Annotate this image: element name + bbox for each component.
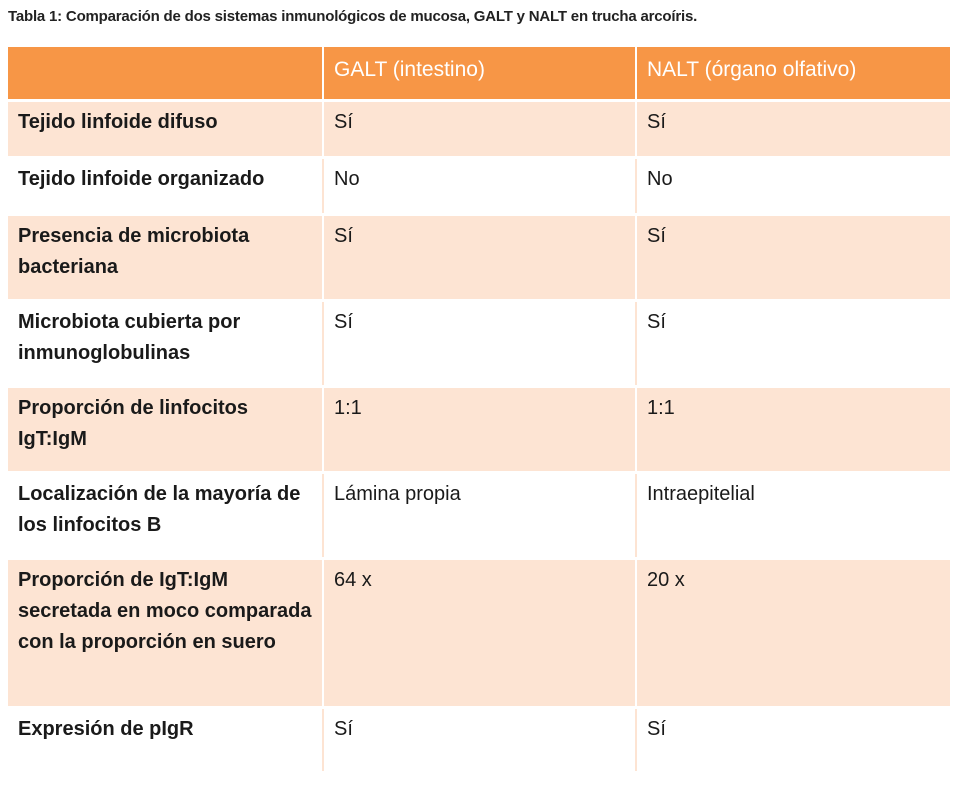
row-label: Expresión de pIgR bbox=[8, 707, 323, 772]
galt-cell: Lámina propia bbox=[323, 472, 636, 558]
table-row bbox=[8, 558, 950, 707]
nalt-cell: Sí bbox=[636, 707, 950, 772]
galt-cell: 1:1 bbox=[323, 386, 636, 472]
row-label: Presencia de microbiota bacteriana bbox=[8, 214, 323, 300]
header-galt: GALT (intestino) bbox=[323, 47, 636, 100]
row-label: Proporción de linfocitos IgT:IgM bbox=[8, 386, 323, 472]
galt-cell: Sí bbox=[323, 707, 636, 772]
nalt-cell: 20 x bbox=[636, 558, 950, 707]
nalt-cell: 1:1 bbox=[636, 386, 950, 472]
table-header-row bbox=[8, 47, 950, 100]
table-row bbox=[8, 300, 950, 386]
galt-cell: 64 x bbox=[323, 558, 636, 707]
comparison-table bbox=[8, 47, 950, 774]
header-empty bbox=[8, 47, 323, 100]
row-label: Tejido linfoide difuso bbox=[8, 100, 323, 157]
nalt-cell: No bbox=[636, 157, 950, 214]
nalt-cell: Intraepitelial bbox=[636, 472, 950, 558]
table-row bbox=[8, 707, 950, 772]
table-row bbox=[8, 386, 950, 472]
table-row bbox=[8, 472, 950, 558]
nalt-cell: Sí bbox=[636, 100, 950, 157]
galt-cell: No bbox=[323, 157, 636, 214]
table-caption: Tabla 1: Comparación de dos sistemas inmunológicos de mucosa, GALT y NALT en trucha arcoíris. bbox=[8, 8, 698, 25]
nalt-cell: Sí bbox=[636, 300, 950, 386]
row-label: Localización de la mayoría de los linfocitos B bbox=[8, 472, 323, 558]
table-row bbox=[8, 100, 950, 157]
table-row bbox=[8, 157, 950, 214]
row-label: Microbiota cubierta por inmunoglobulinas bbox=[8, 300, 323, 386]
header-nalt: NALT (órgano olfativo) bbox=[636, 47, 950, 100]
galt-cell: Sí bbox=[323, 100, 636, 157]
row-label: Tejido linfoide organizado bbox=[8, 157, 323, 214]
galt-cell: Sí bbox=[323, 300, 636, 386]
galt-cell: Sí bbox=[323, 214, 636, 300]
nalt-cell: Sí bbox=[636, 214, 950, 300]
table-row bbox=[8, 214, 950, 300]
row-label: Proporción de IgT:IgM secretada en moco comparada con la proporción en suero bbox=[8, 558, 323, 707]
